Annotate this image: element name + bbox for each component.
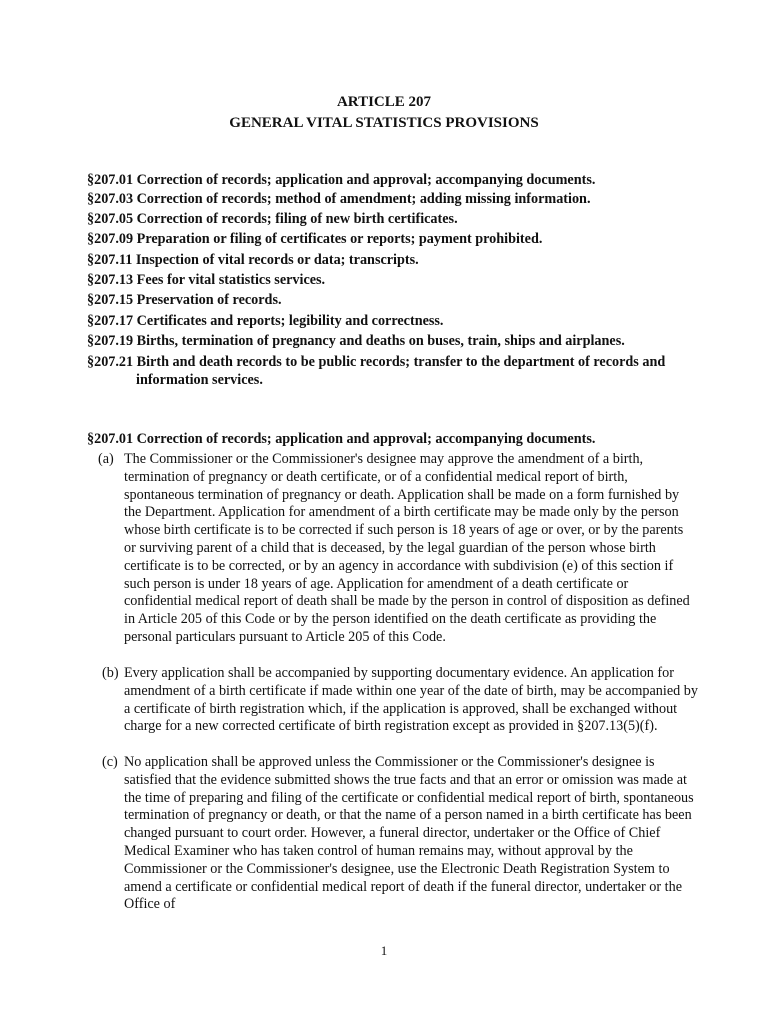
paragraph-label: (c) bbox=[102, 754, 118, 770]
paragraph-label: (a) bbox=[98, 451, 114, 467]
paragraph-text: The Commissioner or the Commissioner's designee may approve the amendment of a birth, termination of pregnancy or death certificate, or of a confidential medical report of birth, spontaneous termination of pregnancy or death. Application shall be made on a form furnished by the Department. Application for amendment of a birth certificate may be made only by the person whose birth certificate is to be corrected if such person is 18 years of age or over, or by the parents or surviving parent of a child that is deceased, by the legal guardian of the person whose birth certificate is to be corrected, or by an agency in accordance with subdivision (e) of this section if such person is under 18 years of age. Application for amendment of a death certificate or confidential medical report of death shall be made by the person in control of disposition as defined in Article 205 of this Code or by the person identified on the death certificate as providing the personal particulars pursuant to Article 205 of this Code. bbox=[124, 451, 690, 645]
toc-item: §207.15 Preservation of records. bbox=[87, 292, 282, 309]
toc-item: §207.11 Inspection of vital records or data; transcripts. bbox=[87, 251, 419, 268]
toc-item: §207.01 Correction of records; application and approval; accompanying documents. bbox=[87, 172, 596, 188]
paragraph-text: No application shall be approved unless the Commissioner or the Commissioner's designee is satisfied that the evidence submitted shows the true facts and that an error or omission was made at the time of preparing and filing of the certificate or confidential medical report of birth, spontaneous termination of pregnancy or death, or that the name of a person named in a birth certificate has been changed pursuant to court order. However, a funeral director, undertaker or the Office of Chief Medical Examiner who has taken control of human remains may, without approval by the Commissioner or the Commissioner's designee, use the Electronic Death Registration System to amend a certificate or confidential medical report of death if the funeral director, undertaker or the Office of bbox=[124, 754, 694, 913]
toc-item: §207.17 Certificates and reports; legibility and correctness. bbox=[87, 312, 444, 329]
paragraph-text: Every application shall be accompanied by supporting documentary evidence. An application for amendment of a birth certificate if made within one year of the date of birth, may be accompanied by a certificate of birth registration which, if the application is approved, shall be exchanged without charge for a new corrected certificate of birth registration except as provided in §207.13(5)(f). bbox=[124, 665, 698, 735]
table-of-contents bbox=[87, 171, 707, 391]
paragraph-a bbox=[98, 451, 698, 647]
toc-item: §207.05 Correction of records; filing of new birth certificates. bbox=[87, 210, 458, 227]
paragraph-label: (b) bbox=[102, 665, 119, 681]
toc-item: §207.13 Fees for vital statistics services. bbox=[87, 272, 326, 289]
article-title: GENERAL VITAL STATISTICS PROVISIONS bbox=[229, 115, 539, 131]
toc-item: §207.19 Births, termination of pregnancy and deaths on buses, train, ships and airplanes. bbox=[87, 333, 625, 350]
article-number: ARTICLE 207 bbox=[336, 94, 432, 110]
paragraph-c bbox=[98, 754, 698, 914]
paragraph-b bbox=[98, 665, 698, 736]
section-title: §207.01 Correction of records; application and approval; accompanying documents. bbox=[87, 431, 596, 447]
toc-item: §207.09 Preparation or filing of certificates or reports; payment prohibited. bbox=[87, 231, 543, 248]
toc-item: §207.03 Correction of records; method of amendment; adding missing information. bbox=[87, 190, 591, 207]
toc-item: §207.21 Birth and death records to be public records; transfer to the department of records and information services. bbox=[87, 353, 666, 388]
page-number: 1 bbox=[380, 943, 388, 958]
